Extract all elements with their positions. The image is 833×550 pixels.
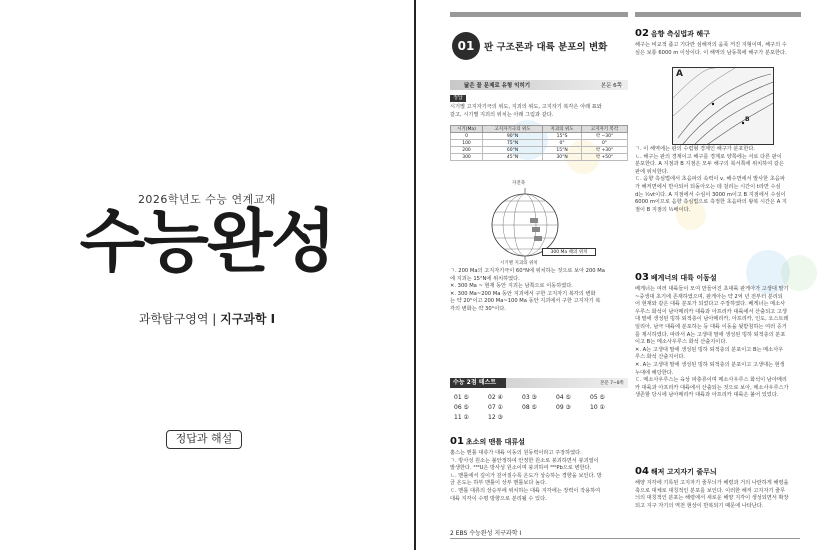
section-bar: [450, 80, 628, 90]
table-cell: 45°N: [483, 154, 543, 161]
table-row: [451, 133, 628, 140]
question-02-explanation: [635, 146, 805, 214]
subject-name: 지구과학 I: [220, 312, 276, 326]
paleomagnetic-table: [450, 125, 628, 161]
answer-label-box: 정답과 해설: [166, 430, 242, 449]
text-line: ㄱ. 이 해역에는 판의 수렴형 경계인 해구가 분포한다.: [635, 146, 756, 152]
text-line: 각의 변화는 약 30°이다.: [450, 305, 506, 312]
table-cell: 0°: [543, 140, 582, 147]
text-line: 심은 보통 6000 m 이상이다. 이 해역의 남동쪽에 해구가 분포한다.: [635, 49, 787, 56]
answer-key-bar: [450, 378, 628, 388]
answer-item: 06 ⑤: [454, 404, 469, 411]
text-line: 를 제시하였다. 따라서 A는 고생대 말에 생성된 빙하 퇴적층의 분포: [635, 331, 786, 338]
question-04-heading: [635, 466, 717, 477]
text-line: ㄴ. 해구는 판의 경계이고 해구를 경계로 양쪽에는 서로 다른 판이: [635, 153, 782, 160]
text-line: 축으로 대체로 대칭적인 분포를 보인다. 이러한 해저 고지자기 줄무: [635, 487, 786, 494]
text-line: 어 현재와 같은 대륙 분포가 되었다고 주장하였다. 베게너는 메소사: [635, 301, 786, 308]
page-footer: 2 EBS 수능완성 지구과학 I: [450, 530, 522, 537]
table-row: [451, 147, 628, 154]
subject-separator: |: [212, 312, 217, 326]
question-number: 04: [635, 466, 649, 477]
table-cell: 90°N: [483, 133, 543, 140]
text-line: 생존할 당시에 남아메리카 대륙과 아프리카 대륙은 붙어 있었다.: [635, 392, 779, 399]
answer-item: 11 ①: [454, 414, 469, 421]
answer-item: 09 ③: [556, 404, 571, 411]
question-01-text: [450, 450, 630, 503]
table-cell: 100: [451, 140, 483, 147]
table-cell: 15°N: [543, 147, 582, 154]
text-line: 카 대륙과 아프리카 대륙에서 산출되는 것으로 보아, 메소사우루스가: [635, 384, 789, 391]
answer-page-range: 본문 7~8쪽: [600, 381, 624, 386]
cover-title: 수능완성: [79, 203, 335, 282]
text-line: 해양 지각에 기록된 고지자기 줄무늬가 해령과 거의 나란하게 해령을: [635, 480, 789, 486]
answer-item: 02 ④: [488, 394, 503, 401]
text-line: 점이 B 지점의 ½배이다.: [635, 206, 691, 213]
text-line: 6000 m이므로 음향 측심법으로 측정한 초음파의 왕복 시간은 A 지: [635, 199, 787, 206]
chapter-number: 01: [452, 32, 480, 60]
text-line: 판에 위치한다.: [635, 168, 669, 175]
question-02-heading: [635, 28, 710, 39]
answer-item: 03 ③: [522, 394, 537, 401]
section-title: 닮은 꼴 문제로 유형 익히기: [464, 83, 531, 89]
globe-callout: 300 Ma 때의 위치: [542, 248, 596, 256]
answer-item: 12 ③: [488, 414, 503, 421]
test-badge: 수능 2점 테스트: [450, 378, 506, 388]
cover-page: [0, 0, 414, 550]
question-number: 03: [635, 272, 649, 283]
answer-tag: 정답: [450, 95, 466, 102]
text-line: ㄴ. 맨틀에서 깊이가 깊어질수록 온도가 상승하는 경향을 보인다. 방: [450, 472, 602, 479]
header-rule-left: [450, 12, 628, 17]
rotation-axis-label: 자전축: [512, 181, 526, 186]
table-cell: 약 +30°: [582, 147, 628, 154]
text-line: 같고, 시기별 지괴의 위치는 아래 그림과 같다.: [450, 111, 554, 118]
table-cell: 0°: [582, 140, 628, 147]
text-line: 이고 B는 메소사우루스 화석 산출지이다.: [635, 339, 727, 346]
text-line: d는 ½vt이다. A 지점에서 수심이 3000 m이고 B 지점에서 수심이: [635, 191, 786, 198]
table-cell: 30°N: [543, 154, 582, 161]
table-cell: 0: [451, 133, 483, 140]
table-cell: 약 +50°: [582, 154, 628, 161]
contour-lines: [673, 68, 774, 145]
map-label-a: A: [676, 69, 683, 79]
question-01-heading: [450, 436, 525, 447]
text-line: ㄱ. 200 Ma의 고지자기극이 60°N에 위치하는 것으로 보아 200 Ma: [450, 268, 605, 274]
table-cell: 75°N: [483, 140, 543, 147]
question-02-text: [635, 42, 805, 57]
text-line: ✕. A는 고생대 말에 생성된 빙하 퇴적층의 분포이고 고생대는 현생: [635, 361, 785, 368]
cover-subtitle: 2026학년도 수능 연계교재: [137, 193, 277, 206]
table-header: 지괴의 위도: [543, 126, 582, 133]
text-line: 되고 지구 자기의 역전 현상이 반복되기 때문에 나타난다.: [635, 502, 764, 509]
answer-item: 10 ①: [590, 404, 605, 411]
footer-rule: [450, 538, 800, 539]
intro-text: [450, 104, 630, 119]
question-number: 01: [450, 436, 464, 447]
text-line: ㄷ. 음향 측심법에서 초음파의 속력이 v, 해수면에서 발사한 초음파: [635, 176, 785, 183]
text-line: 시기별 고지자기극의 위도, 지괴의 위도, 고지자기 복각은 아래 표와: [450, 104, 602, 110]
text-line: 는 약 20°이고 200 Ma~100 Ma 동안 지괴에서 구한 고지자기 복: [450, 298, 601, 305]
globe-caption: 시기별 지괴의 위치: [500, 261, 538, 266]
table-header: 시기(Ma): [451, 126, 483, 133]
answer-item: 04 ⑤: [556, 394, 571, 401]
answer-item: 05 ⑤: [590, 394, 605, 401]
table-row: [451, 154, 628, 161]
table-row: [451, 140, 628, 147]
text-line: 늬의 대칭적인 분포는 해령에서 새로운 해양 지각이 생성되면서 확장: [635, 495, 789, 502]
chapter-title: 판 구조론과 대륙 분포의 변화: [484, 42, 608, 53]
text-line: 대 말에 생성된 빙하 퇴적층이 남아메리카, 아프리카, 인도, 오스트레: [635, 316, 789, 323]
question-number: 02: [635, 28, 649, 39]
question-title: 음향 측심법과 해구: [650, 30, 710, 38]
table-cell: 약 −30°: [582, 133, 628, 140]
answer-key-grid: [454, 394, 624, 421]
text-line: ㄷ. 메소사우루스는 육상 파충류이며 메소사우루스 화석이 남아메리: [635, 377, 787, 384]
table-header: 고지자기극의 위도: [483, 126, 543, 133]
table-cell: 300: [451, 154, 483, 161]
text-line: 분포한다. A 지점과 B 지점은 모두 해구의 북서쪽에 위치하여 같은: [635, 161, 784, 168]
text-line: 루스 화석 산출지이다.: [635, 354, 686, 361]
table-cell: 200: [451, 147, 483, 154]
text-line: 발생한다. ²³⁸U은 방사성 원소이며 붕괴하여 ²⁰⁶Pb으로 변한다.: [450, 465, 592, 472]
bathymetric-map: [672, 67, 774, 145]
text-line: ✕. A는 고생대 말에 생성된 빙하 퇴적층의 분포이고 B는 메소사우: [635, 346, 784, 353]
text-line: ㄷ. 맨틀 대류의 상승부에 위치하는 대륙 지각에는 장력이 작용하여: [450, 487, 601, 494]
subject-area: 과학탐구영역: [138, 312, 209, 326]
explanation-text: [450, 268, 630, 314]
text-line: 해구는 비교적 좁고 기다란 심해저의 움푹 꺼진 지형이며, 해구의 수: [635, 42, 787, 48]
question-title: 초소의 맨틀 대류설: [465, 438, 525, 446]
question-03-heading: [635, 272, 717, 283]
text-line: ~중생대 초기에 존재하였으며, 판게아는 약 2억 년 전부터 분리되: [635, 293, 783, 300]
text-line: 베게너는 여러 대륙들이 모여 만들어진 초대륙 판게아가 고생대 말기: [635, 286, 789, 292]
text-line: 금 온도는 하부 맨틀이 상부 맨틀보다 높다.: [450, 480, 547, 487]
cover-subject: [0, 310, 414, 327]
table-cell: 60°N: [483, 147, 543, 154]
text-line: 일리아, 남극 대륙에 분포하는 등 대륙 이동을 뒷받침하는 여러 증거: [635, 323, 787, 330]
text-line: 대륙 지각이 수평 방향으로 분리될 수 있다.: [450, 495, 547, 502]
answer-item: 08 ⑤: [522, 404, 537, 411]
text-line: 누대에 해당한다.: [635, 369, 674, 376]
table-cell: 15°S: [543, 133, 582, 140]
question-title: 해저 고지자기 줄무늬: [650, 468, 717, 476]
text-line: 우루스 화석이 남아메리카 대륙과 아프리카 대륙에서 산출되고 고생: [635, 308, 787, 315]
section-page-ref: 본문 6쪽: [600, 83, 622, 89]
text-line: ✕. 300 Ma ~ 현재 동안 지괴는 남쪽으로 이동하였다.: [450, 283, 573, 290]
map-label-b: B: [745, 116, 750, 123]
question-03-text: [635, 286, 805, 400]
answer-item: 01 ⑤: [454, 394, 469, 401]
text-line: ㄱ. 방사성 원소는 불안정하여 안정한 원소로 붕괴하면서 붕괴열이: [450, 457, 599, 464]
table-header: 고지자기 복각: [582, 126, 628, 133]
text-line: ✕. 300 Ma~200 Ma 동안 지괴에서 구한 고지자기 복각의 변화: [450, 290, 596, 297]
chapter-header: [450, 32, 630, 60]
answer-item: 07 ①: [488, 404, 503, 411]
question-04-text: [635, 480, 805, 510]
text-line: 에 지괴는 15°N에 위치하였다.: [450, 275, 520, 282]
text-line: 가 해저면에서 반사되어 되돌아오는 데 걸리는 시간이 t라면 수심: [635, 183, 781, 190]
question-title: 베게너의 대륙 이동설: [650, 274, 717, 282]
solution-page: [416, 0, 833, 550]
text-line: 홈스는 맨틀 대류가 대륙 이동의 원동력이라고 주장하였다.: [450, 450, 582, 456]
header-rule-right: [635, 12, 801, 17]
